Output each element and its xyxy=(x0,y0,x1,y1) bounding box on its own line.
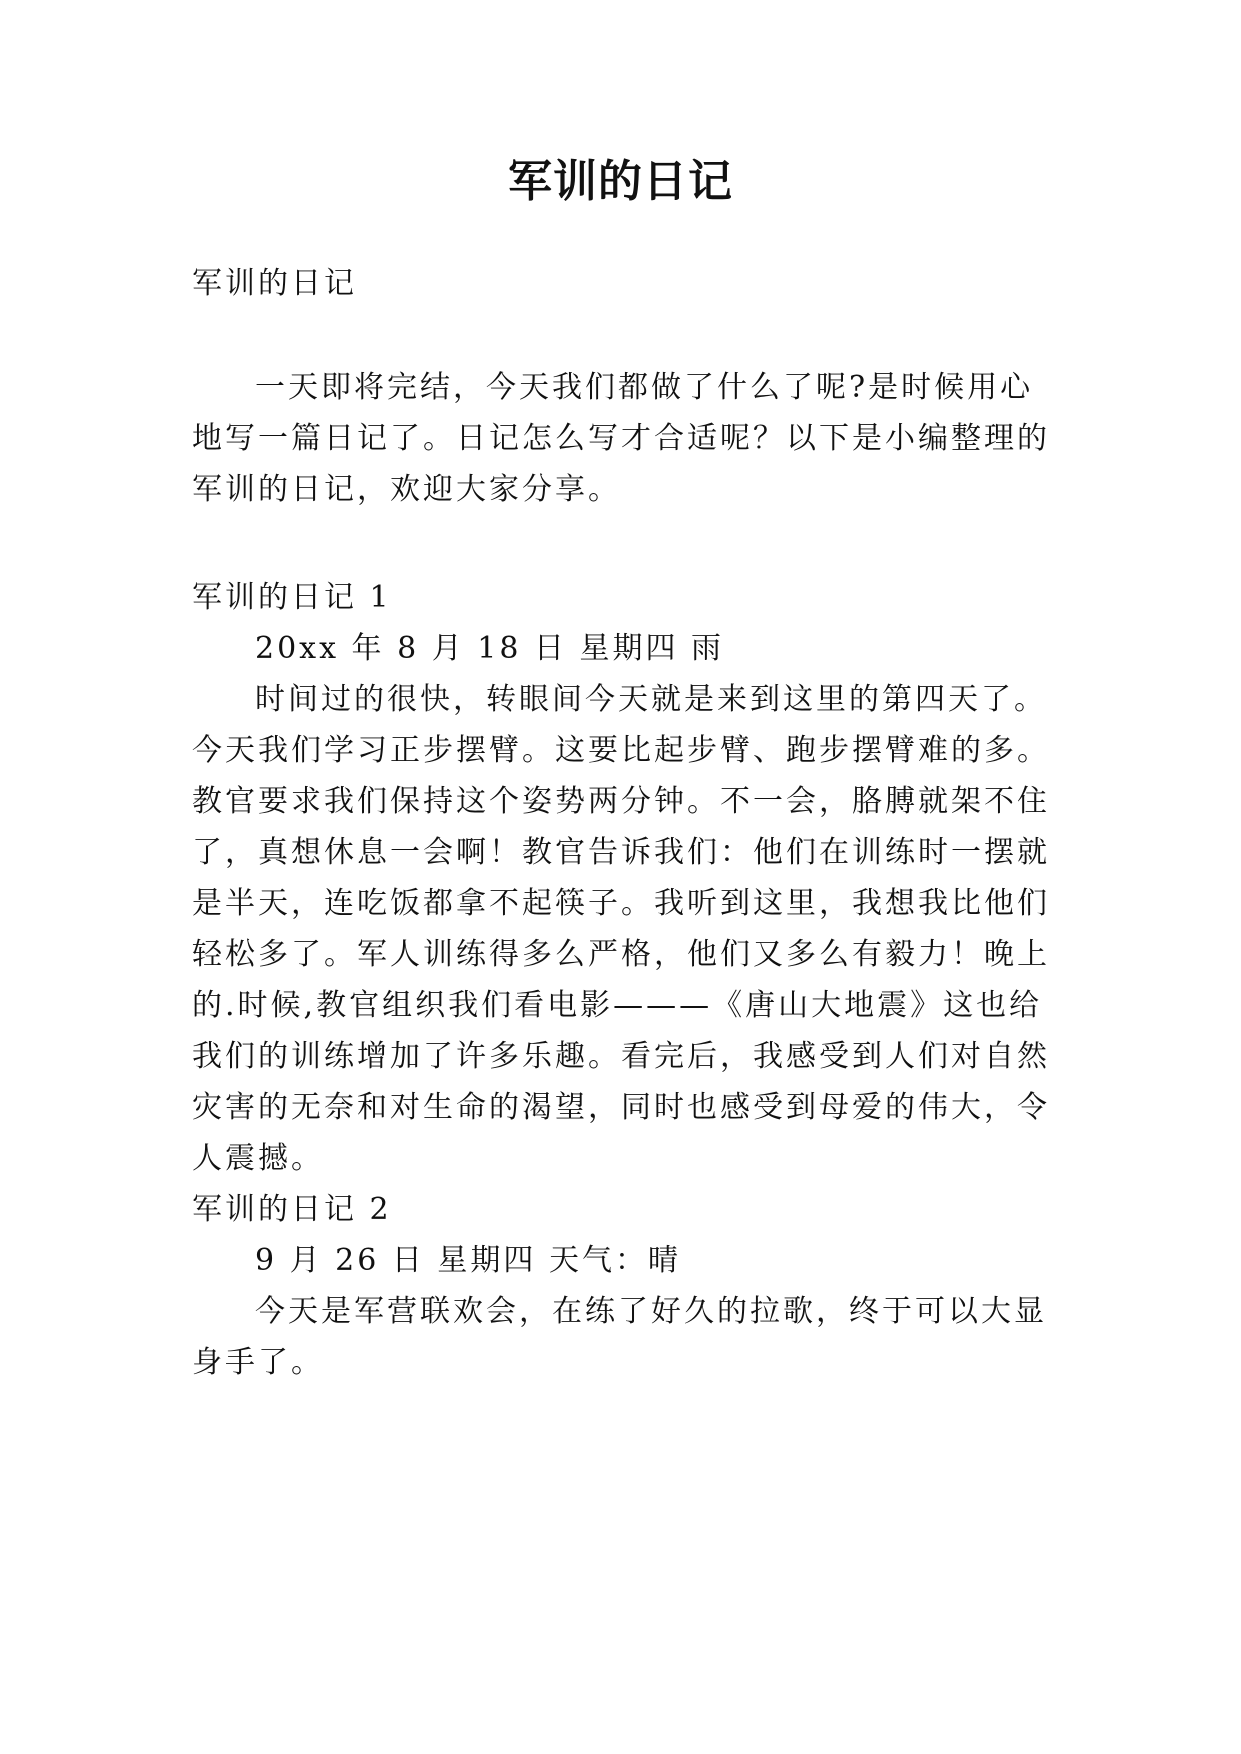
intro-line: 地写一篇日记了。日记怎么写才合适呢？以下是小编整理的 xyxy=(192,421,1050,456)
document-title: 军训的日记 xyxy=(508,156,733,207)
entry1-body-line: 了，真想休息一会啊！教官告诉我们：他们在训练时一摆就 xyxy=(192,835,1050,870)
intro-line: 军训的日记，欢迎大家分享。 xyxy=(192,472,621,507)
intro-line: 一天即将完结，今天我们都做了什么了呢?是时候用心 xyxy=(255,370,1034,405)
entry1-body-line: 时间过的很快，转眼间今天就是来到这里的第四天了。 xyxy=(255,682,1047,717)
entry1-body-line: 灾害的无奈和对生命的渴望，同时也感受到母爱的伟大，令 xyxy=(192,1090,1050,1125)
entry1-body-line: 我们的训练增加了许多乐趣。看完后，我感受到人们对自然 xyxy=(192,1039,1050,1074)
entry2-heading: 军训的日记 2 xyxy=(192,1192,392,1227)
entry2-date-line: 9 月 26 日 星期四 天气：晴 xyxy=(255,1243,681,1278)
entry1-body-line: 教官要求我们保持这个姿势两分钟。不一会，胳膊就架不住 xyxy=(192,784,1050,819)
entry1-body-line: 轻松多了。军人训练得多么严格，他们又多么有毅力！晚上 xyxy=(192,937,1050,972)
entry1-body-line: 人震撼。 xyxy=(192,1141,324,1176)
entry1-heading: 军训的日记 1 xyxy=(192,580,392,615)
entry1-body-line: 的.时候,教官组织我们看电影———《唐山大地震》这也给 xyxy=(192,988,1043,1023)
entry1-body-line: 今天我们学习正步摆臂。这要比起步臂、跑步摆臂难的多。 xyxy=(192,733,1050,768)
entry1-date-line: 20xx 年 8 月 18 日 星期四 雨 xyxy=(255,631,725,666)
entry1-body-line: 是半天，连吃饭都拿不起筷子。我听到这里，我想我比他们 xyxy=(192,886,1050,921)
document-subtitle: 军训的日记 xyxy=(192,266,357,301)
entry2-body-line: 今天是军营联欢会，在练了好久的拉歌，终于可以大显 xyxy=(255,1294,1047,1329)
entry2-body-line: 身手了。 xyxy=(192,1345,324,1380)
